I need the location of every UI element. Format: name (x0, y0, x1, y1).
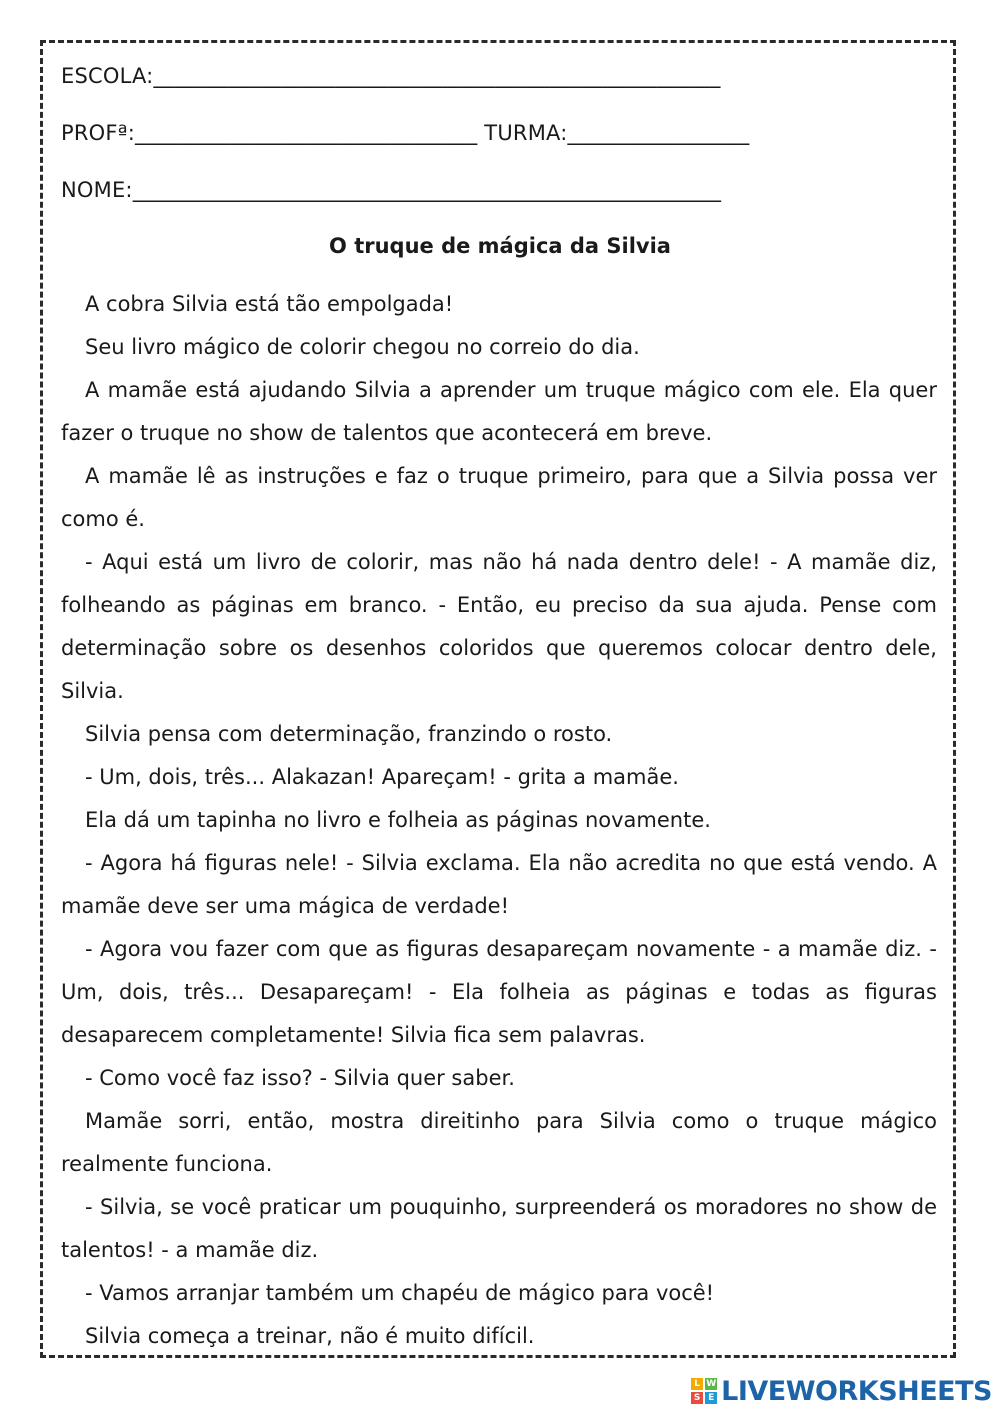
paragraph: Silvia pensa com determinação, franzindo o rosto. (85, 722, 613, 746)
paragraph: - Um, dois, três... Alakazan! Apareçam! - grita a mamãe. (85, 765, 679, 789)
paragraph: Ela dá um tapinha no livro e folheia as páginas novamente. (85, 808, 711, 832)
name-field: NOME:_______________________________________________________ (61, 178, 722, 202)
story-text (61, 283, 937, 1358)
story-title: O truque de mágica da Silvia (329, 234, 671, 258)
paragraph: - Vamos arranjar também um chapéu de mágico para você! (85, 1281, 715, 1305)
paragraph: A mamãe está ajudando Silvia a aprender um truque mágico com ele. Ela quer fazer o truque no show de talentos que acontecerá em breve. (61, 378, 937, 445)
paragraph: - Silvia, se você praticar um pouquinho, surpreenderá os moradores no show de talentos! - a mamãe diz. (61, 1195, 937, 1262)
paragraph: - Como você faz isso? - Silvia quer saber. (85, 1066, 515, 1090)
liveworksheets-logo-icon (691, 1378, 717, 1404)
logo-letter: E (705, 1392, 717, 1404)
liveworksheets-brand[interactable] (691, 1375, 992, 1407)
logo-letter: L (691, 1378, 703, 1390)
logo-letter: S (691, 1392, 703, 1404)
logo-letter: W (706, 1379, 717, 1389)
paragraph: Silvia começa a treinar, não é muito difícil. (85, 1324, 535, 1348)
brand-name: LIVEWORKSHEETS (721, 1375, 992, 1407)
paragraph: - Agora há figuras nele! - Silvia exclama. Ela não acredita no que está vendo. A mamãe deve ser uma mágica de verdade! (61, 851, 937, 918)
school-field: ESCOLA:_____________________________________________________ (61, 64, 721, 88)
paragraph: A cobra Silvia está tão empolgada! (85, 292, 454, 316)
paragraph: Mamãe sorri, então, mostra direitinho para Silvia como o truque mágico realmente funciona. (61, 1109, 937, 1176)
paragraph: - Aqui está um livro de colorir, mas não há nada dentro dele! - A mamãe diz, folheando as páginas em branco. - Então, eu preciso da sua ajuda. Pense com determinação sobre os desenhos coloridos que queremos colocar dentro dele, Silvia. (61, 550, 937, 703)
paragraph: Seu livro mágico de colorir chegou no correio do dia. (85, 335, 640, 359)
teacher-class-field: PROFª:________________________________ TURMA:_________________ (61, 121, 750, 145)
paragraph: - Agora vou fazer com que as figuras desapareçam novamente - a mamãe diz. - Um, dois, três... Desapareçam! - Ela folheia as páginas e todas as figuras desaparecem completamente! Silvia fica sem palavras. (61, 937, 937, 1047)
paragraph: A mamãe lê as instruções e faz o truque primeiro, para que a Silvia possa ver como é. (61, 464, 937, 531)
